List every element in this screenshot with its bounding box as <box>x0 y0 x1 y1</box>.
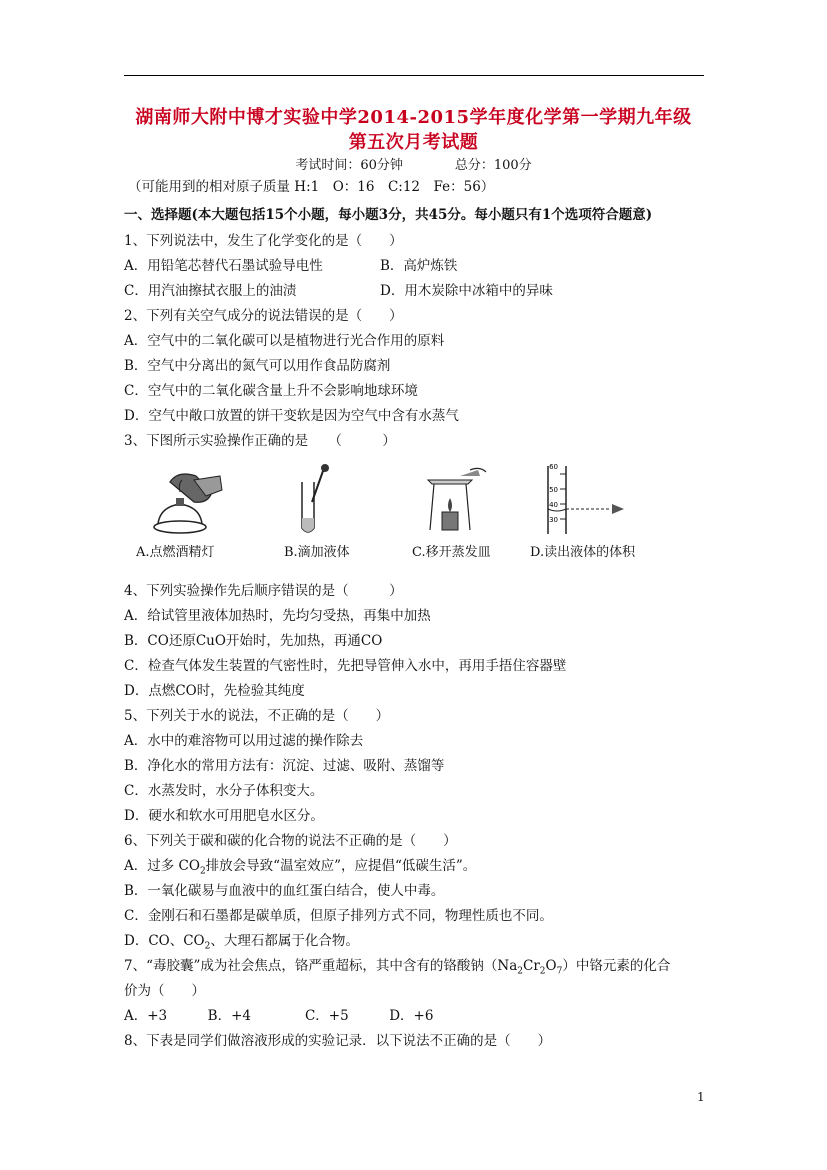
q6-option-a: A．过多 $CO_2$排放会导致“温室效应”，应提倡“低碳生活”。 <box>124 858 477 877</box>
q8-stem: 8、下表是同学们做溶液形成的实验记录．以下说法不正确的是（ ） <box>124 1033 552 1049</box>
q6-option-d: D．CO、$CO_2$、大理石都属于化合物。 <box>124 933 359 952</box>
q4-option-a: A．给试管里液体加热时，先均匀受热，再集中加热 <box>124 608 431 624</box>
q5-option-c: C．水蒸发时，水分子体积变大。 <box>124 783 324 799</box>
q1-option-c: C．用汽油擦拭衣服上的油渍 <box>124 283 297 299</box>
tick-50: 50 <box>549 486 558 494</box>
exam-title-line2: 第五次月考试题 <box>348 132 479 153</box>
q5-option-a: A．水中的难溶物可以用过滤的操作除去 <box>124 733 364 749</box>
q6-stem: 6、下列关于碳和碳的化合物的说法不正确的是（ ） <box>124 833 457 849</box>
atomic-masses: （可能用到的相对原子质量 H:1 O：16 C:12 Fe：56） <box>128 179 495 195</box>
q4-option-d: D．点燃CO时，先检验其纯度 <box>124 683 305 699</box>
exam-info: 考试时间：60分钟 总分：100分 <box>295 158 532 173</box>
q1-option-b: B．高炉炼铁 <box>380 258 458 274</box>
q2-option-a: A．空气中的二氧化碳可以是植物进行光合作用的原料 <box>124 333 445 349</box>
evaporating-dish-figure <box>420 462 490 537</box>
q2-option-c: C．空气中的二氧化碳含量上升不会影响地球环境 <box>124 383 418 399</box>
q6-option-c: C．金刚石和石墨都是碳单质，但原子排列方式不同，物理性质也不同。 <box>124 908 553 924</box>
alcohol-lamp-lighting-figure <box>150 462 230 537</box>
tick-30: 30 <box>549 516 558 524</box>
page-number: 1 <box>697 1090 705 1104</box>
q5-stem: 5、下列关于水的说法，不正确的是（ ） <box>124 708 390 724</box>
exam-title-line1: 湖南师大附中博才实验中学2014-2015学年度化学第一学期九年级 <box>135 107 692 128</box>
q4-option-c: C．检查气体发生装置的气密性时，先把导管伸入水中，再用手捂住容器壁 <box>124 658 567 674</box>
caption-b: B.滴加液体 <box>284 545 350 560</box>
q5-option-b: B．净化水的常用方法有：沉淀、过滤、吸附、蒸馏等 <box>124 758 445 774</box>
q1-option-a: A．用铅笔芯替代石墨试验导电性 <box>124 258 323 274</box>
caption-c: C.移开蒸发皿 <box>412 545 491 560</box>
q1-option-d: D．用木炭除中冰箱中的异味 <box>380 283 553 299</box>
graduated-cylinder-figure <box>540 462 630 537</box>
section1-heading: 一、选择题(本大题包括15个小题，每小题3分，共45分。每小题只有1个选项符合题意) <box>124 207 653 223</box>
q4-option-b: B．CO还原CuO开始时，先加热，再通CO <box>124 633 383 649</box>
q7-options: A．+3 B．+4 C．+5 D．+6 <box>124 1008 434 1024</box>
q3-stem: 3、下图所示实验操作正确的是 （ ） <box>124 433 396 449</box>
q1-stem: 1、下列说法中，发生了化学变化的是（ ） <box>124 233 403 249</box>
dropper-test-tube-figure <box>290 462 340 537</box>
q2-stem: 2、下列有关空气成分的说法错误的是（ ） <box>124 308 403 324</box>
tick-60: 60 <box>549 463 558 471</box>
q2-option-b: B．空气中分离出的氮气可以用作食品防腐剂 <box>124 358 391 374</box>
caption-a: A.点燃酒精灯 <box>136 545 215 560</box>
q6-option-b: B．一氧化碳易与血液中的血红蛋白结合，使人中毒。 <box>124 883 445 899</box>
q2-option-d: D．空气中敞口放置的饼干变软是因为空气中含有水蒸气 <box>124 408 459 424</box>
q5-option-d: D．硬水和软水可用肥皂水区分。 <box>124 808 324 824</box>
q7-stem: 7、“毒胶囊”成为社会焦点，铬严重超标，其中含有的铬酸钠$(Na_2Cr_2O_7)$中铬元素的化合 <box>124 958 671 977</box>
q7-stem-line2: 价为（ ） <box>124 983 205 999</box>
caption-d: D.读出液体的体积 <box>530 545 636 560</box>
tick-40: 40 <box>549 501 558 509</box>
header-rule <box>124 75 704 76</box>
q4-stem: 4、下列实验操作先后顺序错误的是（ ） <box>124 583 403 599</box>
